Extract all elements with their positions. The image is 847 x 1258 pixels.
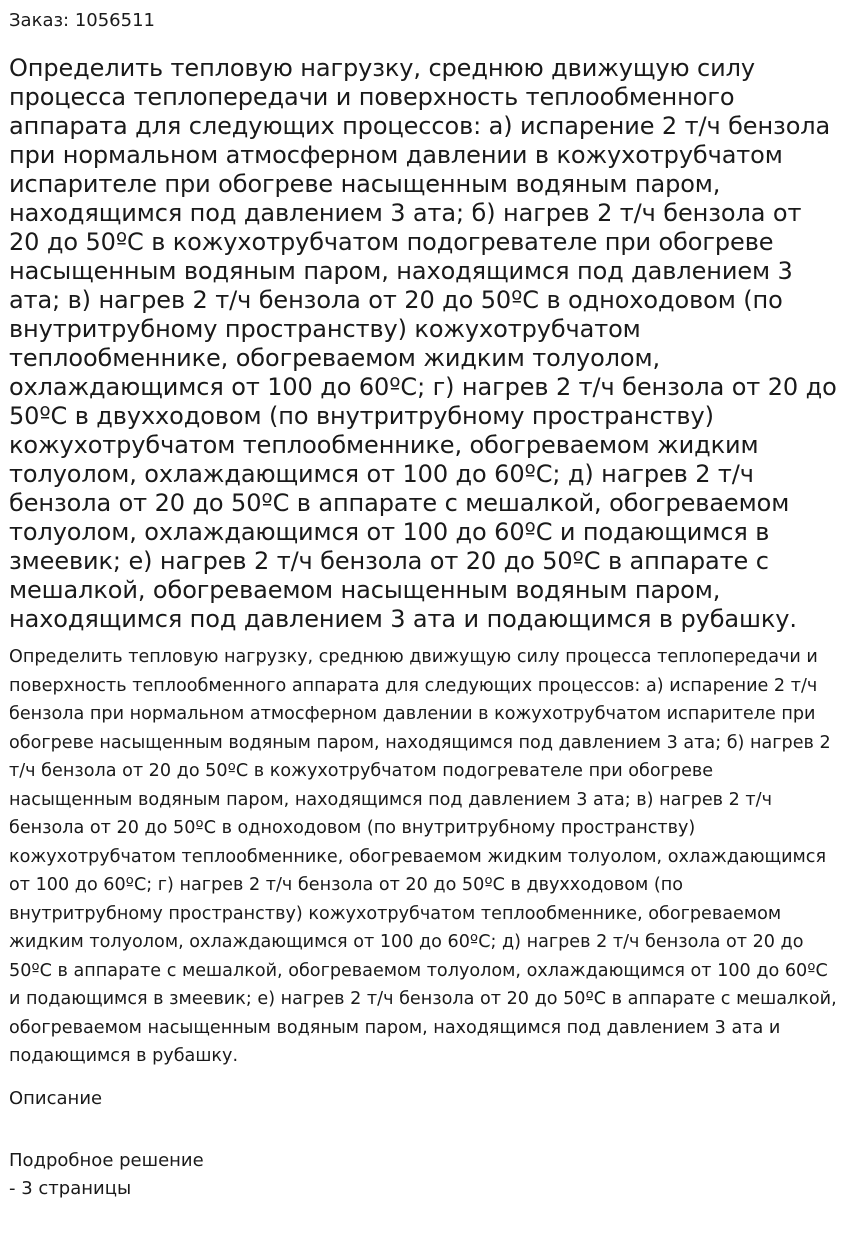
description-heading: Описание xyxy=(9,1087,103,1109)
solution-title: Подробное решение xyxy=(9,1149,204,1171)
order-number: Заказ: 1056511 xyxy=(9,10,155,31)
solution-info xyxy=(9,1147,838,1203)
task-title: Определить тепловую нагрузку, среднюю движущую силу процесса теплопередачи и поверхность теплообменного аппарата для следующих процессов: а) испарение 2 т/ч бензола при нормальном атмосферном давлении в кожухотрубчатом испарителе при обогреве насыщенным водяным паром, находящимся под давлением 3 ата; б) нагрев 2 т/ч бензола от 20 до 50ºС в кожухотрубчатом подогревателе при обогреве насыщенным водяным паром, находящимся под давлением 3 ата; в) нагрев 2 т/ч бензола от 20 до 50ºС в одноходовом (по внутритрубному пространству) кожухотрубчатом теплообменнике, обогреваемом жидким толуолом, охлаждающимся от 100 до 60ºС; г) нагрев 2 т/ч бензола от 20 до 50ºС в двухходовом (по внутритрубному пространству) кожухотрубчатом теплообменнике, обогреваемом жидким толуолом, охлаждающимся от 100 до 60ºС; д) нагрев 2 т/ч бензола от 20 до 50ºС в аппарате с мешалкой, обогреваемом толуолом, охлаждающимся от 100 до 60ºС и подающимся в змеевик; е) нагрев 2 т/ч бензола от 20 до 50ºС в аппарате с мешалкой, обогреваемом насыщенным водяным паром, находящимся под давлением 3 ата и подающимся в рубашку. xyxy=(9,54,837,633)
solution-pages: - 3 страницы xyxy=(9,1177,132,1199)
task-description-text: Определить тепловую нагрузку, среднюю движущую силу процесса теплопередачи и поверхность теплообменного аппарата для следующих процессов: а) испарение 2 т/ч бензола при нормальном атмосферном давлении в кожухотрубчатом испарителе при обогреве насыщенным водяным паром, находящимся под давлением 3 ата; б) нагрев 2 т/ч бензола от 20 до 50ºС в кожухотрубчатом подогревателе при обогреве насыщенным водяным паром, находящимся под давлением 3 ата; в) нагрев 2 т/ч бензола от 20 до 50ºС в одноходовом (по внутритрубному пространству) кожухотрубчатом теплообменнике, обогреваемом жидким толуолом, охлаждающимся от 100 до 60ºС; г) нагрев 2 т/ч бензола от 20 до 50ºС в двухходовом (по внутритрубному пространству) кожухотрубчатом теплообменнике, обогреваемом жидким толуолом, охлаждающимся от 100 до 60ºС; д) нагрев 2 т/ч бензола от 20 до 50ºС в аппарате с мешалкой, обогреваемом толуолом, охлаждающимся от 100 до 60ºС и подающимся в змеевик; е) нагрев 2 т/ч бензола от 20 до 50ºС в аппарате с мешалкой, обогреваемом насыщенным водяным паром, находящимся под давлением 3 ата и подающимся в рубашку. xyxy=(9,647,837,1066)
